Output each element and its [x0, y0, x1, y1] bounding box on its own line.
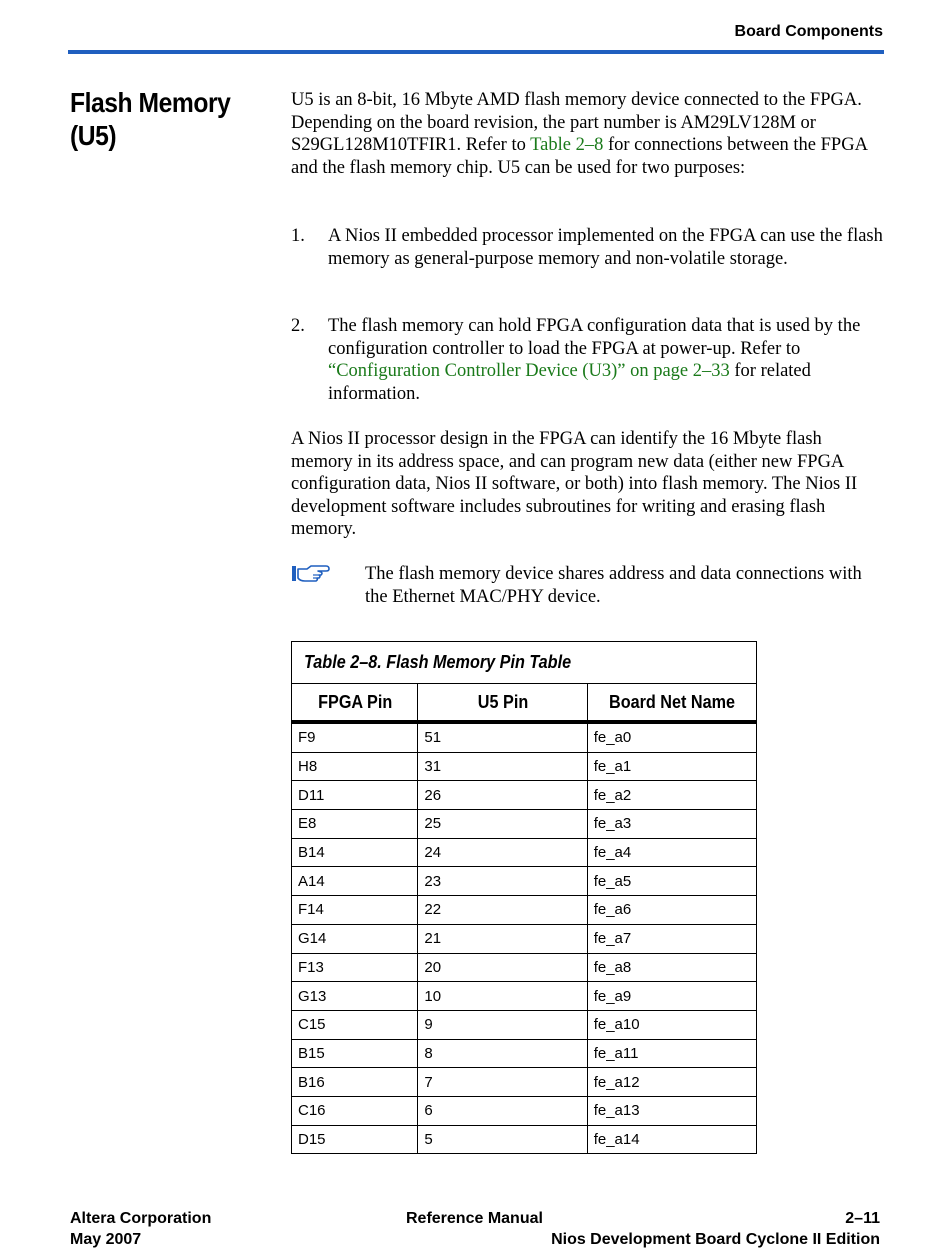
table-row	[292, 1096, 757, 1125]
table-body	[292, 722, 757, 1154]
table-reference-link[interactable]: Table 2–8	[530, 135, 604, 155]
note-text: The flash memory device shares address and data connections with the Ethernet MAC/PHY device.	[365, 564, 862, 607]
intro-paragraph	[291, 89, 883, 179]
table-row	[292, 722, 757, 752]
u5-pin-cell: 8	[418, 1039, 587, 1068]
column-header-fpga-pin	[292, 684, 418, 723]
board-net-name-cell: fe_a7	[587, 924, 756, 953]
list-text-part: for related information.	[328, 361, 811, 404]
board-net-name-cell: fe_a13	[587, 1096, 756, 1125]
u5-pin-cell: 6	[418, 1096, 587, 1125]
fpga-pin-cell: F13	[292, 953, 418, 982]
section-title: Flash Memory (U5)	[70, 87, 231, 151]
fpga-pin-cell: F9	[292, 722, 418, 752]
table-caption-text: Table 2–8. Flash Memory Pin Table	[304, 652, 572, 672]
header-rule	[68, 50, 884, 54]
column-header-text: Board Net Name	[608, 691, 735, 712]
u5-pin-cell: 21	[418, 924, 587, 953]
u5-pin-cell: 25	[418, 810, 587, 839]
intro-text-2: for connections between the FPGA and the flash memory chip. U5 can be used for two purposes:	[291, 135, 867, 178]
u5-pin-cell: 7	[418, 1068, 587, 1097]
list-text: A Nios II embedded processor implemented on the FPGA can use the flash memory as general-purpose memory and non-volatile storage.	[328, 226, 883, 269]
board-net-name-cell: fe_a11	[587, 1039, 756, 1068]
board-net-name-cell: fe_a3	[587, 810, 756, 839]
u5-pin-cell: 51	[418, 722, 587, 752]
fpga-pin-cell: D15	[292, 1125, 418, 1154]
u5-pin-cell: 9	[418, 1010, 587, 1039]
fpga-pin-cell: G13	[292, 982, 418, 1011]
table-row	[292, 896, 757, 925]
board-net-name-cell: fe_a2	[587, 781, 756, 810]
fpga-pin-cell: B16	[292, 1068, 418, 1097]
running-header: Board Components	[734, 23, 883, 40]
column-header-u5-pin	[418, 684, 587, 723]
fpga-pin-cell: D11	[292, 781, 418, 810]
board-net-name-cell: fe_a0	[587, 722, 756, 752]
fpga-pin-cell: G14	[292, 924, 418, 953]
u5-pin-cell: 26	[418, 781, 587, 810]
board-net-name-cell: fe_a5	[587, 867, 756, 896]
table-row	[292, 1125, 757, 1154]
fpga-pin-cell: B14	[292, 838, 418, 867]
column-header-text: U5 Pin	[477, 691, 528, 712]
board-net-name-cell: fe_a1	[587, 752, 756, 781]
board-net-name-cell: fe_a12	[587, 1068, 756, 1097]
footer-date: May 2007	[70, 1231, 142, 1248]
table-header-row	[292, 684, 757, 723]
u5-pin-cell: 24	[418, 838, 587, 867]
list-text-part: The flash memory can hold FPGA configuration data that is used by the configuration controller to load the FPGA at power-up. Refer to	[328, 316, 861, 359]
fpga-pin-cell: H8	[292, 752, 418, 781]
fpga-pin-cell: C16	[292, 1096, 418, 1125]
u5-pin-cell: 20	[418, 953, 587, 982]
u5-pin-cell: 10	[418, 982, 587, 1011]
u5-pin-cell: 22	[418, 896, 587, 925]
table-row	[292, 781, 757, 810]
fpga-pin-cell: F14	[292, 896, 418, 925]
board-net-name-cell: fe_a6	[587, 896, 756, 925]
footer-page-number: 2–11	[845, 1210, 880, 1227]
intro-text-1: U5 is an 8-bit, 16 Mbyte AMD flash memory device connected to the FPGA. Depending on the board revision, the part number is AM29LV128M or S29GL128M10TFIR1. Refer to	[291, 90, 862, 155]
table-row	[292, 838, 757, 867]
footer-manual: Reference Manual	[406, 1210, 543, 1227]
list-number: 1.	[291, 226, 305, 246]
fpga-pin-cell: C15	[292, 1010, 418, 1039]
table-row	[292, 953, 757, 982]
table-caption	[292, 642, 757, 684]
board-net-name-cell: fe_a9	[587, 982, 756, 1011]
footer-company: Altera Corporation	[70, 1210, 212, 1227]
table-row	[292, 1039, 757, 1068]
table-row	[292, 810, 757, 839]
table-row	[292, 924, 757, 953]
table-row	[292, 1068, 757, 1097]
list-number: 2.	[291, 316, 305, 336]
list-text	[328, 315, 883, 405]
fpga-pin-cell: B15	[292, 1039, 418, 1068]
footer-edition: Nios Development Board Cyclone II Edition	[551, 1231, 880, 1248]
column-header-text: FPGA Pin	[317, 691, 392, 712]
body-paragraph: A Nios II processor design in the FPGA can identify the 16 Mbyte flash memory in its address space, and can program new data (either new FPGA configuration data, Nios II software, or both) into flash memory. The Nios II development software includes subroutines for writing and erasing flash memory.	[291, 429, 858, 539]
board-net-name-cell: fe_a14	[587, 1125, 756, 1154]
board-net-name-cell: fe_a10	[587, 1010, 756, 1039]
pointing-hand-icon	[291, 563, 331, 585]
table-row	[292, 982, 757, 1011]
fpga-pin-cell: A14	[292, 867, 418, 896]
pin-table	[291, 641, 757, 1154]
board-net-name-cell: fe_a4	[587, 838, 756, 867]
table-row	[292, 752, 757, 781]
u5-pin-cell: 5	[418, 1125, 587, 1154]
table-row	[292, 1010, 757, 1039]
u5-pin-cell: 31	[418, 752, 587, 781]
table-row	[292, 867, 757, 896]
board-net-name-cell: fe_a8	[587, 953, 756, 982]
column-header-board-net-name	[587, 684, 756, 723]
fpga-pin-cell: E8	[292, 810, 418, 839]
u5-pin-cell: 23	[418, 867, 587, 896]
config-controller-link[interactable]: “Configuration Controller Device (U3)” on page 2–33	[328, 361, 730, 381]
